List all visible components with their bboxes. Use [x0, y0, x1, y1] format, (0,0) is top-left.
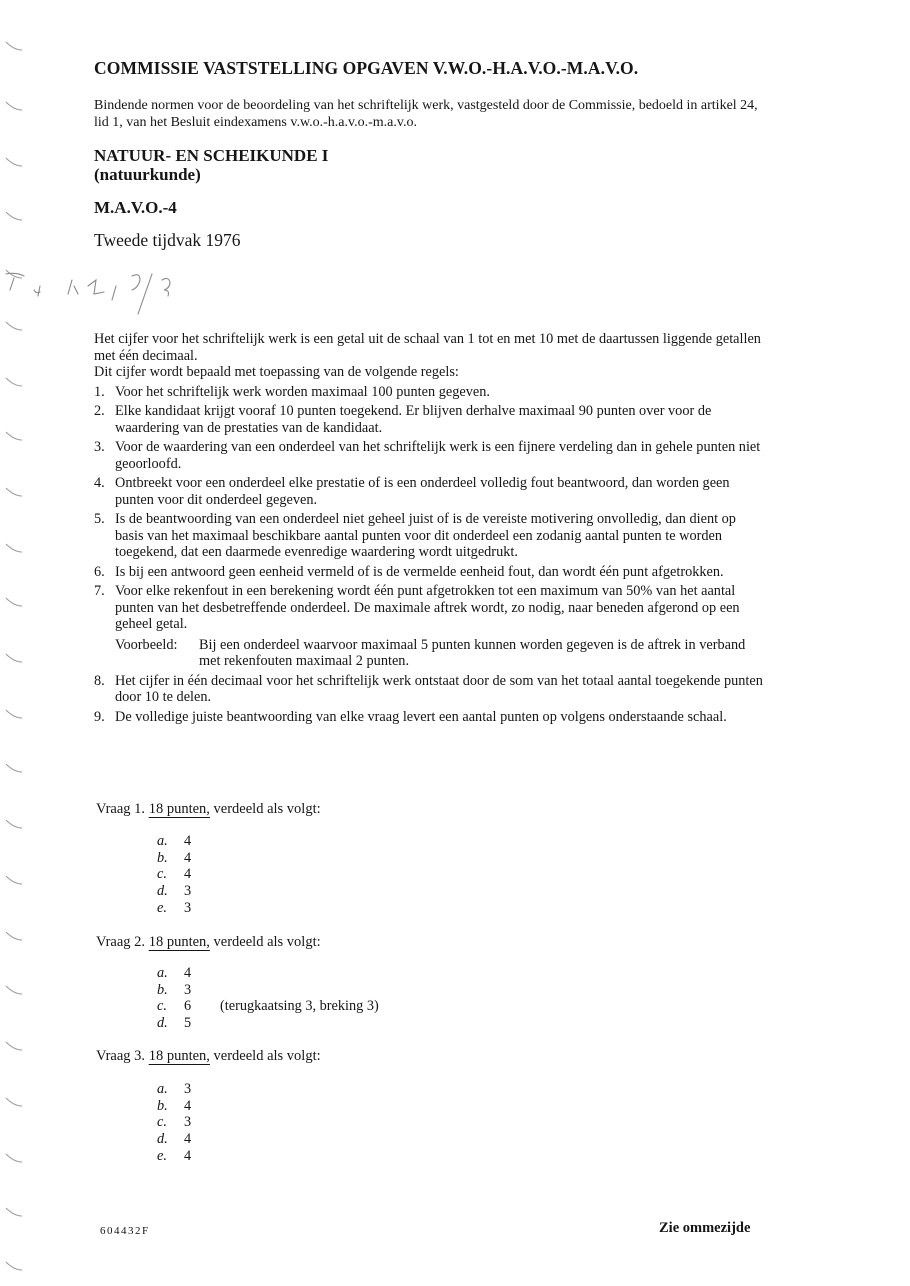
list-item: e. 4	[157, 1147, 192, 1164]
rule-item: 5. Is de beantwoording van een onderdeel niet geheel juist of is de vereiste motivering onvolledig, dan dient op basis van het maximaal beschikbare aantal punten voor dit onderdeel een zodanig aantal punten te worden toegekend, dat een daarmede evenredige waardering wordt uitgedrukt.	[94, 511, 736, 560]
rules-section	[94, 331, 764, 725]
rule-item: 4. Ontbreekt voor een onderdeel elke prestatie of is een onderdeel volledig fout beantwoord, dan worden geen punten voor dit onderdeel gegeven.	[94, 475, 730, 508]
binding-marks	[0, 0, 40, 1286]
exam-level: M.A.V.O.-4	[94, 198, 177, 217]
rule-item: 6. Is bij een antwoord geen eenheid vermeld of is de vermelde eenheid fout, dan wordt één punt afgetrokken.	[94, 563, 724, 580]
rule-item: 3. Voor de waardering van een onderdeel van het schriftelijk werk is een fijnere verdeling dan in gehele punten niet geoorloofd.	[94, 439, 761, 472]
exam-period: Tweede tijdvak 1976	[94, 230, 241, 250]
list-item: c. 6 (terugkaatsing 3, breking 3)	[157, 998, 379, 1015]
list-item: d. 5	[157, 1015, 192, 1032]
rule-item: 8. Het cijfer in één decimaal voor het schriftelijk werk ontstaat door de som van het totaal aantal toegekende punten door 10 te delen.	[94, 672, 763, 705]
subject-title	[94, 146, 328, 184]
rule-example: Voorbeeld: Bij een onderdeel waarvoor maximaal 5 punten kunnen worden gegeven is de aftrek in verband met rekenfouten maximaal 2 punten.	[115, 636, 746, 669]
subject-line-2: (natuurkunde)	[94, 165, 201, 184]
document-code: 604432F	[100, 1225, 150, 1237]
question-3-points	[157, 1081, 220, 1165]
question-3-heading: Vraag 3. 18 punten, verdeeld als volgt:	[96, 1048, 321, 1064]
question-2-points	[157, 965, 379, 1032]
question-2-heading: Vraag 2. 18 punten, verdeeld als volgt:	[96, 934, 321, 950]
list-item: b. 4	[157, 1097, 192, 1114]
question-1-heading: Vraag 1. 18 punten, verdeeld als volgt:	[96, 801, 321, 817]
intro-paragraph-1: Het cijfer voor het schriftelijk werk is een getal uit de schaal van 1 tot en met 10 met de daartussen liggende getallen met één decimaal.	[94, 331, 761, 364]
list-item: a. 4	[157, 833, 192, 849]
list-item: a. 3	[157, 1081, 192, 1097]
see-reverse-note: Zie ommezijde	[659, 1220, 751, 1236]
intro-paragraph-2: Dit cijfer wordt bepaald met toepassing van de volgende regels:	[94, 364, 459, 380]
list-item: d. 4	[157, 1131, 192, 1148]
intro-text: Bindende normen voor de beoordeling van het schriftelijk werk, vastgesteld door de Commissie, bedoeld in artikel 24, lid 1, van het Besluit eindexamens v.w.o.-h.a.v.o.-m.a.v.o.	[94, 98, 758, 130]
question-1-points	[157, 833, 220, 917]
handwritten-note	[0, 268, 200, 328]
rule-item: 1. Voor het schriftelijk werk worden maximaal 100 punten gegeven.	[94, 383, 490, 400]
list-item: b. 4	[157, 849, 192, 866]
subject-line-1: NATUUR- EN SCHEIKUNDE I	[94, 146, 329, 165]
rule-item: 2. Elke kandidaat krijgt vooraf 10 punten toegekend. Er blijven derhalve maximaal 90 punten over voor de waardering van de prestaties van de kandidaat.	[94, 403, 712, 436]
rule-item: 9. De volledige juiste beantwoording van elke vraag levert een aantal punten op volgens onderstaande schaal.	[94, 708, 727, 725]
list-item: e. 3	[157, 899, 192, 916]
list-item: c. 3	[157, 1114, 192, 1131]
rule-item: 7. Voor elke rekenfout in een berekening wordt één punt afgetrokken tot een maximum van 50% van het aantal punten van het desbetreffende onderdeel. De maximale aftrek wordt, zo nodig, naar beneden afgerond op een geheel getal.	[94, 583, 740, 632]
rules-list	[94, 384, 764, 726]
list-item: a. 4	[157, 965, 192, 981]
list-item: c. 4	[157, 866, 192, 883]
list-item: b. 3	[157, 981, 192, 998]
list-item: d. 3	[157, 883, 192, 900]
item-note: (terugkaatsing 3, breking 3)	[220, 998, 379, 1015]
commission-title: COMMISSIE VASTSTELLING OPGAVEN V.W.O.-H.A.V.O.-M.A.V.O.	[94, 58, 639, 78]
